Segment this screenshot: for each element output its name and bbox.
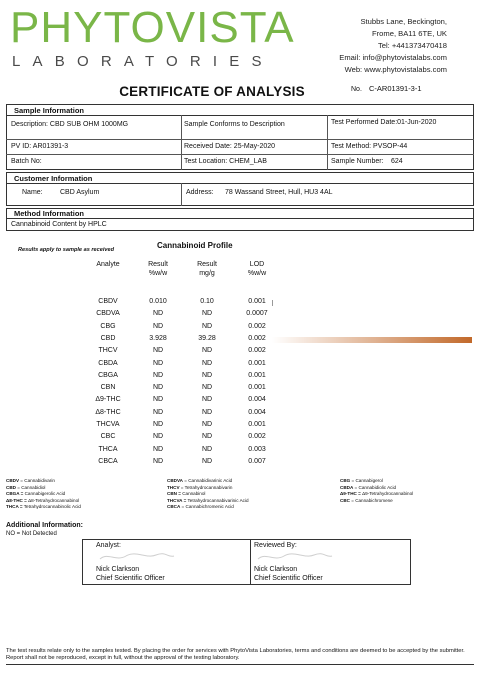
legend-item [340, 478, 413, 485]
row-divider [6, 139, 474, 140]
result-pct: ND [152, 359, 164, 367]
table-row [0, 446, 480, 457]
reviewer-signature [254, 550, 334, 564]
analyte-header: Analyte [96, 261, 120, 268]
result-pct: ND [152, 433, 164, 441]
legend-abbr: CBCA [167, 504, 181, 510]
legend-abbr: CBD [6, 484, 16, 490]
legend-desc: = Cannabichromenic Acid [180, 504, 234, 510]
method-information-title: Method Information [14, 209, 84, 218]
row-divider [6, 154, 474, 155]
legend-item [167, 485, 249, 492]
analyte-name: THCVA [96, 421, 120, 428]
result-mg: ND [201, 322, 213, 330]
legend-desc: Δ8-Tetrahydrocannabinol [26, 497, 80, 503]
sample-description: Description: CBD SUB OHM 1000MG [11, 121, 129, 128]
additional-info-title: Additional Information: [6, 522, 83, 529]
result-pct: ND [152, 310, 164, 318]
result-pct-header [133, 260, 183, 278]
company-logo [10, 3, 295, 52]
sample-conforms: Sample Conforms to Description [184, 121, 285, 128]
result-mg: ND [201, 359, 213, 367]
result-mg: ND [201, 310, 213, 318]
legend-abbr: CBDVA [167, 478, 183, 483]
result-mg: 0.10 [200, 298, 214, 305]
company-address [339, 16, 447, 76]
result-mg: ND [201, 445, 213, 453]
customer-name-label: Name: [22, 189, 43, 196]
col-divider [181, 183, 182, 206]
lod-value: 0.002 [248, 347, 266, 355]
result-pct: ND [152, 322, 164, 330]
legend-desc: = Cannabidivarinic Acid [183, 478, 233, 483]
legend-desc: Tetrahydrocannabivarinic Acid [186, 497, 249, 503]
legend-desc: = Cannabigerol [350, 478, 383, 483]
customer-information-title: Customer Information [14, 174, 93, 183]
analyst-signature [96, 550, 176, 564]
legend-item [167, 491, 249, 498]
header-line: LOD [249, 261, 265, 268]
address-line: Frome, BA11 6TE, UK [372, 29, 447, 38]
test-performed-date: Test Performed Date:01-Jun-2020 [331, 119, 437, 126]
analyte-name: THCA [98, 445, 118, 453]
header-unit: %w/w [148, 270, 168, 277]
legend-abbr: CBC [340, 497, 350, 503]
result-pct: ND [152, 445, 164, 453]
test-method: Test Method: PVSOP-44 [331, 143, 408, 150]
result-mg: ND [201, 421, 213, 428]
additional-info-text: NO = Not Detected [6, 531, 57, 537]
result-mg: ND [201, 384, 213, 392]
legend-desc: Δ9-Tetrahydrocannabinol [360, 491, 414, 497]
batch-no: Batch No: [11, 158, 42, 165]
test-location: Test Location: CHEM_LAB [184, 158, 267, 165]
legend-abbr: CBN = [167, 491, 181, 497]
signature-divider [250, 539, 251, 585]
result-mg-header [182, 260, 232, 278]
legend-abbr: Δ8-THC = [6, 497, 27, 503]
table-row [0, 396, 480, 407]
result-mg: ND [201, 347, 213, 355]
analyte-name: CBDVA [96, 310, 120, 318]
analyte-name: THCV [98, 347, 118, 355]
lod-value: 0.004 [248, 408, 266, 416]
header-line: Result [197, 261, 217, 268]
legend-item [167, 498, 249, 505]
lod-value: 0.002 [248, 334, 266, 342]
legend-abbr: CBDV [6, 478, 20, 483]
result-mg: ND [201, 457, 213, 465]
lod-value: 0.001 [248, 421, 266, 428]
certificate-no-value: C-AR01391-3-1 [369, 84, 422, 93]
table-row [0, 323, 480, 334]
analyte-name: CBG [100, 322, 116, 330]
legend-abbr: THCA = [6, 504, 23, 510]
table-row [0, 458, 480, 469]
lod-value: 0.002 [248, 433, 266, 441]
table-row [0, 335, 480, 346]
lod-value: 0.001 [248, 371, 266, 379]
customer-name: CBD Asylum [60, 189, 100, 196]
profile-title: Cannabinoid Profile [157, 241, 233, 250]
result-pct: 3.928 [149, 334, 167, 342]
legend-column-3 [340, 478, 413, 504]
analyte-name: CBN [100, 384, 116, 392]
lod-value: 0.003 [248, 445, 266, 453]
method-text: Cannabinoid Content by HPLC [11, 221, 107, 228]
legend-item [340, 485, 413, 492]
result-bar [272, 300, 273, 306]
analyte-name: CBC [100, 433, 116, 441]
analyte-name: CBDA [98, 359, 118, 367]
analyte-name: CBD [100, 334, 116, 342]
web-line: Web: www.phytovistalabs.com [344, 65, 447, 74]
legend-desc: Cannabigerolic Acid [23, 491, 66, 497]
result-pct: ND [152, 384, 164, 392]
result-pct: ND [152, 396, 164, 404]
analyte-name: Δ9-THC [95, 396, 121, 404]
col-divider [327, 115, 328, 170]
address-line: Stubbs Lane, Beckington, [360, 17, 447, 26]
result-pct: ND [152, 457, 164, 465]
legend-desc: Tetrahydrocannabinolic Acid [22, 504, 81, 510]
result-mg: ND [201, 371, 213, 379]
result-pct: ND [152, 347, 164, 355]
legend-abbr: CBG [340, 478, 351, 483]
legend-desc: = Cannabichromene [349, 497, 393, 503]
legend-item [167, 504, 249, 511]
legend-abbr: CBGA = [6, 491, 24, 497]
legend-desc: = Cannabidiolic Acid [353, 484, 397, 490]
legend-desc: = Tetrahydrocannabivarin [179, 484, 233, 490]
table-row [0, 310, 480, 321]
legend-desc: = Cannabidiol [15, 484, 46, 490]
result-pct: ND [152, 421, 164, 428]
table-row [0, 409, 480, 420]
legend-item [6, 498, 81, 505]
legend-item [6, 491, 81, 498]
col-divider [181, 115, 182, 170]
lod-value: 0.001 [248, 359, 266, 367]
analyst-title: Chief Scientific Officer [96, 575, 165, 582]
analyst-label: Analyst: [96, 542, 121, 549]
legend-abbr: THCVA = [167, 497, 187, 503]
reviewer-label: Reviewed By: [254, 542, 297, 549]
sample-number-label: Sample Number: [331, 158, 384, 165]
received-date: Received Date: 25-May-2020 [184, 143, 276, 150]
legend-column-2 [167, 478, 249, 511]
table-row [0, 360, 480, 371]
header-unit: %w/w [247, 270, 267, 277]
legend-abbr: Δ9-THC = [340, 491, 361, 497]
result-mg: 39.28 [198, 334, 216, 342]
result-mg: ND [201, 433, 213, 441]
legend-item [6, 478, 81, 485]
result-pct: ND [152, 408, 164, 416]
lod-value: 0.007 [248, 457, 266, 465]
customer-address-label: Address: [186, 189, 214, 196]
result-pct: ND [152, 371, 164, 379]
logo-text: PHYTOVISTA [10, 3, 295, 52]
table-row [0, 421, 480, 432]
lod-value: 0.002 [248, 322, 266, 330]
reviewer-underline [254, 584, 384, 585]
header-unit: mg/g [199, 270, 215, 277]
lod-value: 0.001 [248, 298, 266, 305]
analyte-name: Δ8-THC [95, 408, 121, 416]
legend-abbr: THCV [167, 484, 180, 490]
section-divider [6, 218, 474, 219]
sample-information-title: Sample Information [14, 106, 85, 115]
analyst-underline [96, 584, 226, 585]
result-mg: ND [201, 396, 213, 404]
analyte-name: CBDV [98, 298, 118, 305]
lod-value: 0.004 [248, 396, 266, 404]
result-bar [272, 337, 472, 343]
phone-line: Tel: +441373470418 [377, 41, 447, 50]
logo-subtitle: LABORATORIES [12, 53, 274, 70]
legend-desc: = Cannabidivarin [19, 478, 55, 483]
legend-item [167, 478, 249, 485]
analyte-name: CBGA [98, 371, 118, 379]
certificate-no-label: No. [351, 86, 362, 93]
certificate-title: CERTIFICATE OF ANALYSIS [119, 84, 305, 99]
lod-header [232, 260, 282, 278]
legend-abbr: CBDA [340, 484, 354, 490]
legend-item [340, 491, 413, 498]
result-mg: ND [201, 408, 213, 416]
email-line: Email: info@phytovistalabs.com [339, 53, 447, 62]
legend-desc: Cannabinol [180, 491, 206, 497]
result-pct: 0.010 [149, 298, 167, 305]
reviewer-title: Chief Scientific Officer [254, 575, 323, 582]
analyte-name: CBCA [98, 457, 118, 465]
analyst-name: Nick Clarkson [96, 566, 140, 573]
legend-item [6, 504, 81, 511]
section-divider [6, 183, 474, 184]
section-divider [6, 115, 474, 116]
header-line: Result [148, 261, 168, 268]
pv-id: PV ID: AR01391-3 [11, 143, 69, 150]
lod-value: 0.001 [248, 384, 266, 392]
lod-value: 0.0007 [246, 310, 268, 318]
sample-number: 624 [391, 158, 403, 165]
legend-item [6, 485, 81, 492]
legend-column-1 [6, 478, 81, 511]
customer-address: 78 Wassand Street, Hull, HU3 4AL [225, 189, 333, 196]
table-row [0, 384, 480, 395]
legend-item [340, 498, 413, 505]
results-note: Results apply to sample as received [18, 247, 115, 253]
table-row [0, 347, 480, 358]
reviewer-name: Nick Clarkson [254, 566, 298, 573]
footer-disclaimer: The test results relate only to the samples tested. By placing the order for services with PhytoVista Laboratories, terms and conditions are deemed to be accepted by the submitter. Report shall not be reproduced, except in full, without the approval of the testing laboratory. [6, 648, 465, 662]
table-row [0, 298, 480, 309]
table-row [0, 433, 480, 444]
footer-rule [6, 664, 474, 665]
table-row [0, 372, 480, 383]
